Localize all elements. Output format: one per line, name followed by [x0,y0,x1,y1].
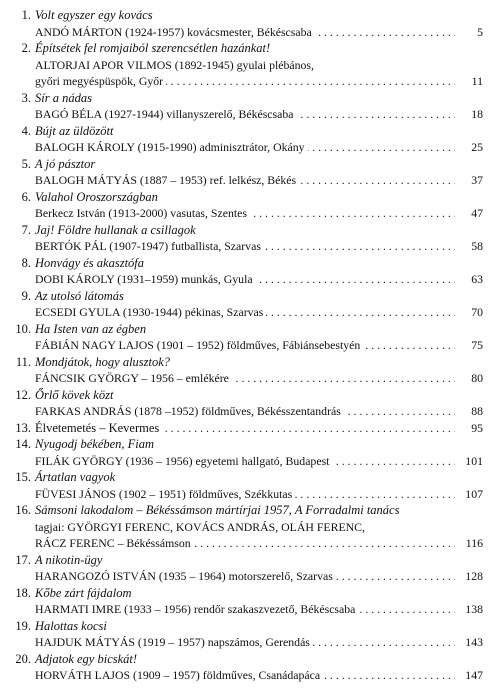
toc-entry-title-row [0,469,503,486]
toc-entry [0,502,503,552]
toc-entry-line [0,238,503,255]
toc-entry-title-row [0,90,503,107]
toc-entry-number: 7. [21,222,31,237]
toc-entry-text: ANDÓ MÁRTON (1924-1957) kovácsmester, Békéscsaba [35,24,315,41]
toc-entry-line [0,420,503,437]
toc-entry-line [0,535,503,552]
toc-entry-text: FARKAS ANDRÁS (1878 –1952) földműves, Békésszentandrás [35,403,344,420]
toc-entry [0,40,503,90]
page-number: 101 [457,453,483,470]
toc-entry [0,387,503,420]
toc-entry-text: Élvetemetés – Kevermes [35,420,162,437]
page-number: 147 [457,667,483,684]
toc-entry-title: A jó pásztor [35,156,96,171]
toc-entry-text: győri megyéspüspök, Győr [35,73,166,90]
toc-entry [0,189,503,222]
toc-entry-number: 15. [15,470,31,484]
page-number: 75 [457,337,483,354]
toc-entry-number: 6. [21,189,31,204]
toc-entry-title: Ha Isten van az égben [35,321,147,336]
page-number: 5 [457,24,483,41]
toc-entry-number: 2. [21,41,31,55]
toc-entry [0,156,503,189]
toc-entry-text: FILÁK GYÖRGY (1936 – 1956) egyetemi hallgató, Budapest [35,453,332,470]
toc-entry-line [0,370,503,387]
toc-entry-line [0,139,503,156]
toc-entry-number: 3. [21,90,31,105]
table-of-contents [0,7,503,684]
toc-entry [0,90,503,123]
toc-entry [0,618,503,651]
toc-entry-title: Adjatok egy bicskát! [35,651,138,666]
toc-entry-number: 10. [15,321,31,336]
page-number: 25 [457,139,483,156]
toc-entry-title-row [0,7,503,24]
toc-entry [0,585,503,618]
page-number: 95 [457,420,483,437]
page-number: 11 [457,73,483,90]
toc-entry-line [0,634,503,651]
toc-entry [0,354,503,387]
toc-entry-line [0,304,503,321]
toc-entry-title-row [0,189,503,206]
page-number: 128 [457,568,483,585]
toc-entry-title-row [0,618,503,635]
toc-entry-text: ECSEDI GYULA (1930-1944) pékinas, Szarvas [35,304,266,321]
toc-entry-text: RÁCZ FERENC – Békéssámson [35,535,194,552]
toc-entry-line [0,403,503,420]
page-number: 116 [457,535,483,552]
toc-entry-line [0,106,503,123]
page-number: 143 [457,634,483,651]
toc-entry-line [0,519,503,536]
toc-entry-line [0,337,503,354]
toc-entry-title: Jaj! Földre hullanak a csillagok [35,222,196,237]
toc-entry-line [0,453,503,470]
toc-entry-text: BAGÓ BÉLA (1927-1944) villanyszerelő, Békéscsaba [35,106,297,123]
toc-entry [0,420,503,437]
toc-entry-line [0,486,503,503]
toc-entry-text: FÜVESI JÁNOS (1902 – 1951) földműves, Székkutas [35,486,295,503]
toc-entry-title-row [0,255,503,272]
toc-entry-text: HARMATI IMRE (1933 – 1956) rendőr szakaszvezető, Békéscsaba [35,601,358,618]
toc-entry-line [0,271,503,288]
toc-entry-text: tagjai: GYÖRGYI FERENC, KOVÁCS ANDRÁS, OLÁH FERENC, [35,519,368,536]
toc-entry-title: Sámsoni lakodalom – Békéssámson mártírjai 1957, A Forradalmi tanács [35,503,400,517]
toc-entry-line [0,73,503,90]
toc-entry-text: DOBI KÁROLY (1931–1959) munkás, Gyula [35,271,256,288]
toc-entry-title: Az utolsó látomás [35,288,124,303]
toc-entry-number: 13. [15,420,31,435]
toc-entry-number: 14. [15,437,31,451]
toc-entry-number: 12. [15,387,31,402]
toc-entry-text: ALTORJAI APOR VILMOS (1892-1945) gyulai plébános, [35,57,317,74]
toc-entry-title-row [0,552,503,569]
toc-entry-title-row [0,354,503,371]
page-number: 107 [457,486,483,503]
toc-entry-title-row [0,436,503,453]
toc-entry-title: Mondjátok, hogy alusztok? [35,354,171,369]
page-number: 70 [457,304,483,321]
toc-entry-text: FÁNCSIK GYÖRGY – 1956 – emlékére [35,370,232,387]
toc-entry-line [0,57,503,74]
page-number: 37 [457,172,483,189]
toc-entry-line [0,568,503,585]
toc-entry-text: BALOGH KÁROLY (1915-1990) adminisztrátor, Okány [35,139,308,156]
toc-entry [0,552,503,585]
page-number: 18 [457,106,483,123]
page-number: 63 [457,271,483,288]
toc-entry-text: HORVÁTH LAJOS (1909 – 1957) földműves, Csanádapáca [35,667,323,684]
toc-entry-line [0,205,503,222]
toc-entry-line [0,172,503,189]
toc-entry-number: 1. [21,8,31,22]
toc-entry [0,222,503,255]
toc-entry-text: HAJDUK MÁTYÁS (1919 – 1957) napszámos, Gerendás [35,634,313,651]
toc-entry [0,288,503,321]
toc-entry-title-row [0,222,503,239]
page-number: 47 [457,205,483,222]
page-number: 80 [457,370,483,387]
page-number: 58 [457,238,483,255]
toc-entry-title-row [0,502,503,519]
toc-entry-title-row [0,156,503,173]
toc-entry-title: A nikotin-ügy [35,552,103,567]
toc-entry-title-row [0,40,503,57]
toc-entry [0,321,503,354]
toc-entry-title-row [0,585,503,602]
toc-entry-title: Valahol Oroszországban [35,189,158,204]
toc-entry-text: HARANGOZÓ ISTVÁN (1935 – 1964) motorszerelő, Szarvas [35,568,336,585]
toc-entry-title: Bújt az üldözött [35,123,114,138]
toc-entry-number: 9. [21,288,31,303]
toc-entry [0,255,503,288]
toc-entry-number: 5. [21,156,31,171]
toc-entry-title-row [0,123,503,140]
toc-entry-title: Halottas kocsi [35,618,107,633]
toc-entry-title: Volt egyszer egy kovács [35,8,153,22]
toc-entry [0,436,503,469]
toc-entry-number: 18. [15,585,31,600]
toc-entry-title-row [0,387,503,404]
toc-entry-number: 19. [15,618,31,633]
toc-entry-text: FÁBIÁN NAGY LAJOS (1901 – 1952) földműves, Fábiánsebestyén [35,337,363,354]
page-number: 138 [457,601,483,618]
toc-entry [0,7,503,40]
toc-entry-title-row [0,288,503,305]
toc-entry-title: Őrlő kövek közt [35,387,114,402]
toc-entry-line [0,24,503,41]
toc-entry-line [0,601,503,618]
toc-entry-text: Berkecz István (1913-2000) vasutas, Szentes [35,205,250,222]
toc-entry-title: Honvágy és akasztófa [35,255,145,270]
toc-entry-number: 17. [15,552,31,567]
toc-entry-number: 8. [21,255,31,270]
toc-entry-title: Ártatlan vagyok [35,470,116,484]
toc-entry-text: BALOGH MÁTYÁS (1887 – 1953) ref. lelkész, Békés [35,172,299,189]
toc-entry-title-row [0,321,503,338]
toc-entry-title: Kőbe zárt fájdalom [35,585,132,600]
toc-entry-title-row [0,651,503,668]
toc-entry-title: Nyugodj békében, Fiam [35,437,155,451]
toc-entry-number: 16. [15,503,31,517]
toc-entry-number: 11. [15,354,31,369]
toc-entry-number: 4. [21,123,31,138]
toc-entry-title: Sír a nádas [35,90,92,105]
toc-entry-number: 20. [15,651,31,666]
toc-entry-title: Építsétek fel romjaiból szerencsétlen hazánkat! [35,41,271,55]
toc-entry [0,469,503,502]
toc-entry [0,651,503,684]
toc-entry [0,123,503,156]
page-number: 88 [457,403,483,420]
toc-entry-line [0,667,503,684]
toc-entry-text: BERTÓK PÁL (1907-1947) futballista, Szarvas [35,238,264,255]
